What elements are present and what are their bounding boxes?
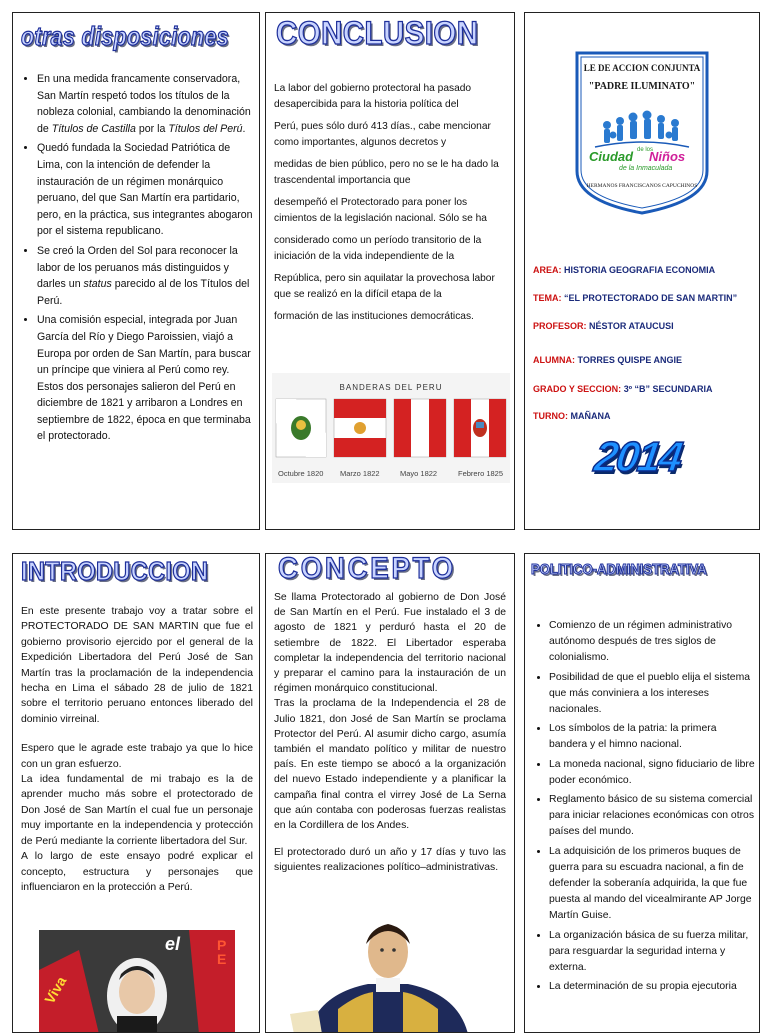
conclusion-paragraph: desempeñó el Protectorado para poner los cimientos de la legislación nacional. Sólo se ha — [274, 197, 487, 224]
list-item: • Los símbolos de la patria: la primera bandera y el himno nacional. — [549, 721, 755, 753]
intro-paragraph: En este presente trabajo voy a tratar sobre el PROTECTORADO DE SAN MARTIN que fue el gobierno provisorio ejercido por el general de la Expedición Libertadora del Perú José de San Martín tras la proclamación de la independencia hecha en Lima el sábado 28 de julio de 1821 sobre el territorio peruano entonces liberado del dominio virreinal. — [21, 606, 253, 725]
list-item: • Quedó fundada la Sociedad Patriótica de Lima, con la intención de defender la instauración de un régimen monárquico peruano, del que San Martín era partidario, pero, en la práctica, sus integrantes abogaron por el sistema republicano. — [37, 140, 253, 240]
flag-caption: Marzo 1822 — [340, 469, 380, 478]
conclusion-heading: CONCLUSION — [276, 15, 479, 51]
otras-disposiciones-body — [21, 71, 253, 448]
year-title: 2014 — [591, 433, 684, 480]
panel-otras-disposiciones — [12, 12, 260, 530]
flag-caption: Mayo 1822 — [400, 469, 438, 478]
conclusion-paragraph: Perú, pues sólo duró 413 días., cabe mencionar como importantes, algunos decretos y — [274, 121, 491, 148]
conclusion-paragraph: medidas de bien público, pero no se le ha dado la trascendental importancia que — [274, 159, 499, 186]
concepto-paragraph: Tras la proclama de la Independencia el 28 de Julio 1821, don José de San Martín se proclama Protector del Perú. Al asumir dicho cargo, asumía también el mandato político y militar de nuestro país. En este tiempo se abocó a la organización del nuevo Estado independiente y a planificar la campaña final contra el virrey José de La Serna que aún contaba con poderosas fuerzas realistas en la Cordillera de los Andes. — [274, 698, 506, 832]
flags-illustration — [272, 373, 510, 483]
flag-mayo-1822-icon — [394, 399, 446, 457]
logo-brand-text: de los — [637, 147, 654, 153]
politico-administrativa-heading: POLITICO-ADMINISTRATIVA — [531, 562, 707, 578]
info-area: AREA: HISTORIA GEOGRAFIA ECONOMIA — [533, 265, 716, 275]
list-item: • La determinación de su propia ejecutoria — [549, 979, 755, 995]
logo-brand-text: Ciudad — [589, 149, 634, 164]
poster-text: PE — [217, 937, 227, 967]
flag-caption: Octubre 1820 — [278, 469, 324, 478]
banderas-title: BANDERAS DEL PERU — [339, 383, 443, 392]
school-logo — [575, 51, 709, 215]
introduccion-body — [21, 604, 253, 895]
info-profesor: PROFESOR: NÉSTOR ATAUCUSI — [533, 321, 674, 331]
list-item: • Una comisión especial, integrada por Juan García del Río y Diego Paroissien, viajó a Europa por orden de San Martín, para buscar un príncipe que viniera al Perú como rey. Estos dos personajes salieron del Perú en diciembre de 1821 y arribaron a Londres en septiembre de 1822, época en que terminaba el protectorado. — [37, 312, 253, 445]
conclusion-body — [274, 81, 506, 325]
conclusion-paragraph: considerado como un período transitorio de la iniciación de la vida independiente de la — [274, 235, 482, 262]
logo-name-text: "PADRE ILUMINATO" — [588, 81, 696, 92]
panel-introduccion — [12, 553, 260, 1033]
list-item: • La adquisición de los primeros buques de guerra para su escuadra nacional, a fin de defender la soberanía adquirida, la que fue puesta al mando del vicealmirante AP Jorge Martín Guise. — [549, 844, 755, 925]
logo-bottom-text: HERMANOS FRANCISCANOS CAPUCHINOS — [586, 183, 698, 189]
concepto-paragraph: El protectorado duró un año y 17 días y tuvo las siguientes realizaciones político–administrativas. — [274, 847, 506, 874]
conclusion-paragraph: República, pero sin aquilatar la provechosa labor que se realizó en la difícil etapa de la — [274, 273, 495, 300]
shield-icon — [575, 51, 709, 215]
flag-febrero-1825-icon — [454, 399, 506, 457]
concepto-heading: CONCEPTO — [278, 553, 456, 585]
concepto-body — [274, 590, 506, 876]
conclusion-paragraph: La labor del gobierno protectoral ha pasado desapercibida para la historia política del — [274, 83, 472, 110]
panel-politico-administrativa — [524, 553, 760, 1033]
logo-top-text: LE DE ACCION CONJUNTA — [583, 63, 701, 73]
list-item: • La organización básica de su fuerza militar, para resguardar la seguridad interna y externa. — [549, 928, 755, 977]
realizaciones-list — [533, 618, 755, 995]
banderas-image — [272, 373, 510, 483]
info-tema: TEMA: “EL PROTECTORADO DE SAN MARTIN” — [533, 293, 738, 303]
flag-marzo-1822-icon — [334, 399, 386, 457]
politico-administrativa-body — [533, 618, 755, 998]
list-item: • Comienzo de un régimen administrativo autónomo después de tres siglos de colonialismo. — [549, 618, 755, 667]
logo-brand-text: Niños — [649, 149, 686, 164]
info-turno: TURNO: MAÑANA — [533, 411, 611, 421]
poster-text: el — [165, 934, 181, 954]
panel-concepto — [265, 553, 515, 1033]
intro-paragraph: La idea fundamental de mi trabajo es la de aprender mucho más sobre el protectorado de Don José de San Martín el cual fue un personaje muy importante en la independencia y protección de Perú mediante la corriente libertadora del Sur. — [21, 774, 253, 847]
conclusion-paragraph: formación de las instituciones democráticas. — [274, 311, 474, 322]
intro-paragraph: Espero que le agrade este trabajo ya que lo hice con un gran esfuerzo. — [21, 743, 253, 770]
portrait-icon — [278, 914, 498, 1033]
disposiciones-list — [21, 71, 253, 445]
concepto-paragraph: Se llama Protectorado al gobierno de Don José de San Martín en el Perú. Fue instalado el 3 de agosto de 1821 y perduró hasta el 20 de setiembre de 1822. El Libertador esperaba completar la independencia del territorio nacional y preparar el camino para la instauración de un régimen monárquico constitucional. — [274, 592, 506, 695]
introduccion-heading: INTRODUCCION — [21, 556, 209, 586]
otras-disposiciones-heading: otras disposiciones — [21, 21, 230, 51]
intro-paragraph: A lo largo de este ensayo podré explicar el concepto, estructura y personajes que influenciaron en la protección a Perú. — [21, 851, 253, 893]
panel-conclusion — [265, 12, 515, 530]
flag-1820-icon — [276, 399, 326, 457]
list-item: • En una medida francamente conservadora, San Martín respetó todos los títulos de la nobleza colonial, cambiando la denominación de Títulos de Castilla por la Títulos del Perú. — [37, 71, 253, 137]
list-item: • Posibilidad de que el pueblo elija el sistema que más conviniera a los intereses nacionales. — [549, 670, 755, 719]
san-martin-poster — [39, 930, 235, 1033]
san-martin-portrait — [278, 914, 498, 1033]
list-item: • Se creó la Orden del Sol para reconocer la labor de los peruanos más distinguidos y darles un status parecido al de los Títulos del Perú. — [37, 243, 253, 309]
flag-caption: Febrero 1825 — [458, 469, 504, 478]
list-item: • Reglamento básico de su sistema comercial para iniciar relaciones económicas con otros países del mundo. — [549, 792, 755, 841]
info-grado: GRADO Y SECCION: 3º “B” SECUNDARIA — [533, 384, 713, 394]
list-item: • La moneda nacional, signo fiduciario de libre poder económico. — [549, 757, 755, 789]
logo-brand-text: de la Inmaculada — [619, 165, 673, 172]
poster-text: Viva — [41, 973, 70, 1007]
panel-cover — [524, 12, 760, 530]
info-alumna: ALUMNA: TORRES QUISPE ANGIE — [533, 355, 683, 365]
